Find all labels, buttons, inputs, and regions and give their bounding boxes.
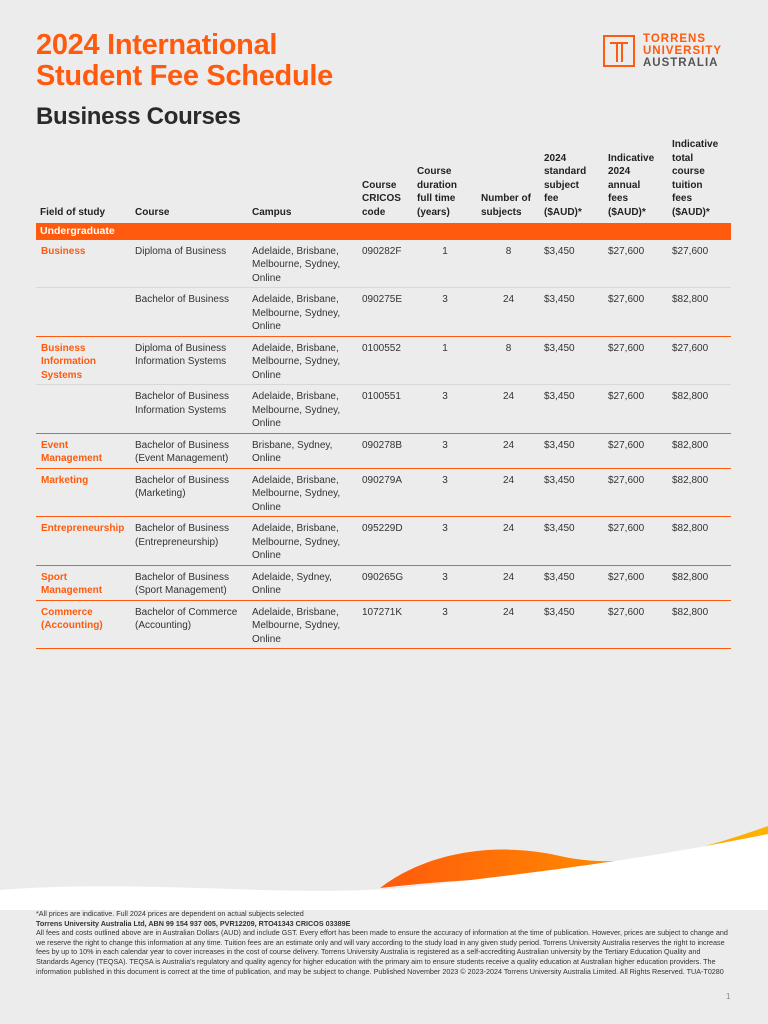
subjects-cell: 24: [477, 433, 540, 468]
subjects-cell: 24: [477, 517, 540, 566]
duration-cell: 3: [413, 468, 477, 517]
course-cell: [131, 288, 248, 337]
cell-line: Entrepreneurship: [41, 523, 125, 534]
cell-line: Sport: [41, 571, 68, 583]
field-of-study-cell: [36, 517, 131, 566]
cell-line: Melbourne, Sydney,: [252, 356, 341, 367]
header-course: Course: [135, 206, 170, 218]
header-line: Indicative: [672, 139, 719, 150]
logo-wordmark: [643, 33, 722, 69]
header-line: ($AUD)*: [672, 206, 710, 218]
course-cell: [131, 565, 248, 600]
campus-cell: [248, 565, 358, 600]
annual-fee-cell: $27,600: [604, 288, 668, 337]
page-title: [36, 30, 333, 92]
annual-fee-cell: $27,600: [604, 600, 668, 649]
cell-line: Adelaide, Brisbane,: [252, 606, 339, 618]
subjects-cell: 8: [505, 245, 512, 257]
subject-fee-cell: $3,450: [540, 288, 604, 337]
subject-fee-cell: $3,450: [540, 433, 604, 468]
header-line: standard: [544, 166, 587, 177]
header-subjects: [477, 138, 540, 223]
total-fee-cell: $82,800: [668, 517, 731, 566]
cell-line: Adelaide, Brisbane,: [252, 294, 339, 305]
total-fee-cell: $82,800: [668, 468, 731, 517]
header-line: subject: [544, 179, 580, 191]
header-line: fee: [544, 193, 559, 204]
course-cell: [131, 600, 248, 649]
logo-line: TORRENS: [643, 33, 707, 45]
annual-fee-cell: $27,600: [604, 517, 668, 566]
price-note: *All prices are indicative. Full 2024 prices are dependent on actual subjects selected: [36, 909, 304, 918]
annual-fee-cell: $27,600: [604, 336, 668, 385]
cell-line: Information Systems: [135, 404, 227, 416]
title-line: Student Fee Schedule: [36, 60, 333, 92]
cell-line: Event: [41, 439, 69, 451]
header-annual-fee: [604, 138, 668, 223]
cell-line: Adelaide, Brisbane,: [252, 523, 339, 534]
campus-cell: [248, 600, 358, 649]
cell-line: Online: [252, 369, 281, 381]
cell-line: Melbourne, Sydney,: [252, 620, 341, 631]
cell-line: Adelaide, Brisbane,: [252, 391, 339, 402]
title-line: 2024 International: [36, 29, 278, 61]
cell-line: Melbourne, Sydney,: [252, 404, 341, 416]
header-line: total: [672, 152, 694, 164]
campus-cell: [248, 468, 358, 517]
header-line: annual: [608, 179, 641, 191]
logo-line: AUSTRALIA: [643, 57, 719, 69]
cell-line: Online: [252, 418, 281, 429]
header-line: fees: [672, 193, 693, 204]
university-logo: [603, 33, 722, 69]
header-total-fee: [668, 138, 731, 223]
cell-line: Bachelor of Commerce: [135, 606, 238, 618]
fee-table: [36, 138, 731, 649]
cell-line: Management: [41, 585, 103, 596]
header-line: Course: [362, 179, 397, 191]
footer-notes: [36, 909, 731, 976]
header-line: full time: [417, 193, 456, 204]
header-cricos: [358, 138, 413, 223]
campus-cell: [248, 433, 358, 468]
field-of-study-cell: [36, 468, 131, 517]
cell-line: Business: [41, 245, 86, 257]
cell-line: (Event Management): [135, 453, 229, 464]
course-cell: [131, 385, 248, 434]
subject-fee-cell: $3,450: [540, 600, 604, 649]
cell-line: Bachelor of Business: [135, 391, 229, 402]
course-cell: [131, 517, 248, 566]
cell-line: Information: [41, 356, 96, 367]
total-fee-cell: $27,600: [668, 336, 731, 385]
cell-line: Adelaide, Brisbane,: [252, 245, 339, 257]
table-row: [36, 240, 731, 288]
table-row: [36, 517, 731, 566]
cell-line: Bachelor of Business: [135, 294, 229, 305]
subject-fee-cell: $3,450: [540, 385, 604, 434]
cricos-cell: 095229D: [358, 517, 413, 566]
subjects-cell: 24: [477, 288, 540, 337]
header-subject-fee: [540, 138, 604, 223]
cell-line: (Entrepreneurship): [135, 536, 219, 548]
header-line: code: [362, 206, 386, 218]
cell-line: Melbourne, Sydney,: [252, 536, 341, 548]
cell-line: Online: [252, 633, 281, 645]
cell-line: (Accounting): [41, 620, 103, 631]
field-of-study-cell: [36, 385, 131, 434]
table-row: [36, 433, 731, 468]
duration-cell: 1: [442, 245, 448, 257]
cell-line: (Accounting): [135, 620, 192, 631]
header-line: course: [672, 166, 705, 177]
total-fee-cell: $27,600: [672, 245, 709, 257]
header-line: subjects: [481, 206, 522, 218]
cell-line: Diploma of Business: [135, 342, 227, 354]
cell-line: Management: [41, 453, 103, 464]
cell-line: Adelaide, Sydney,: [252, 571, 332, 583]
subjects-cell: 24: [477, 600, 540, 649]
cell-line: Brisbane, Sydney,: [252, 439, 333, 451]
decorative-wave: [0, 820, 768, 910]
page-number: 1: [726, 992, 731, 1001]
cell-line: Systems: [41, 369, 83, 381]
cricos-cell: 090279A: [358, 468, 413, 517]
header-campus: Campus: [252, 206, 292, 218]
table-row: [36, 288, 731, 337]
cricos-cell: 090278B: [358, 433, 413, 468]
duration-cell: 3: [413, 565, 477, 600]
header-line: 2024: [608, 166, 631, 177]
total-fee-cell: $82,800: [668, 433, 731, 468]
cell-line: Online: [252, 501, 281, 513]
table-row: [36, 336, 731, 385]
campus-cell: [248, 517, 358, 566]
field-of-study-cell: [36, 288, 131, 337]
disclaimer: All fees and costs outlined above are in Australian Dollars (AUD) and include GST. Every effort has been made to ensure the accuracy of information at the time of publication. However, prices are subject to change and we reserve the right to change this information at any time. Tuition fees are an estimate only and will vary according to the study load in any given study period. Torrens University Australia reserves the right to increase fees by up to 10% in each calendar year to cover increases in the cost of course delivery. Torrens University Australia is registered as a self-accrediting Australian university by the Tertiary Education Quality and Standards Agency (TEQSA). TEQSA is Australia's regulatory and quality agency for higher education with the primary aim to ensure students receive a quality education at Australian higher education providers. The information published in this document is correct at the time of publication, and may be subject to change. Published November 2023 © 2023-2024 Torrens University Australia Limited. All Rights Reserved. TUA-T0280: [36, 928, 728, 976]
logo-mark-icon: [603, 35, 635, 67]
field-of-study-cell: [36, 433, 131, 468]
course-cell: [131, 468, 248, 517]
campus-cell: [248, 336, 358, 385]
cell-line: Online: [252, 453, 281, 464]
subjects-cell: 24: [477, 385, 540, 434]
cell-line: Melbourne, Sydney,: [252, 259, 341, 270]
subject-fee-cell: $3,450: [540, 565, 604, 600]
duration-cell: 3: [413, 433, 477, 468]
cricos-cell: 090282F: [362, 245, 402, 257]
duration-cell: 3: [413, 288, 477, 337]
duration-cell: 1: [413, 336, 477, 385]
cell-line: Marketing: [41, 474, 89, 486]
subject-fee-cell: $3,450: [540, 468, 604, 517]
header-line: fees: [608, 193, 629, 204]
logo-line: UNIVERSITY: [643, 45, 723, 57]
field-of-study-cell: [36, 240, 131, 288]
header-field: Field of study: [40, 206, 105, 218]
header-line: (years): [417, 206, 450, 218]
cell-line: Online: [252, 272, 281, 284]
cell-line: Bachelor of Business: [135, 571, 229, 583]
header-line: ($AUD)*: [544, 206, 582, 218]
subject-fee-cell: $3,450: [540, 517, 604, 566]
cell-line: Melbourne, Sydney,: [252, 307, 341, 319]
total-fee-cell: $82,800: [668, 385, 731, 434]
course-cell: [131, 336, 248, 385]
course-cell: [131, 433, 248, 468]
header-line: CRICOS: [362, 193, 401, 204]
cell-line: Diploma of Business: [135, 245, 227, 257]
header-line: 2024: [544, 152, 567, 164]
table-header-row: [36, 138, 731, 223]
field-of-study-cell: [36, 565, 131, 600]
duration-cell: 3: [413, 600, 477, 649]
header-line: Course: [417, 166, 452, 177]
field-of-study-cell: [36, 600, 131, 649]
header-line: tuition: [672, 179, 703, 191]
duration-cell: 3: [413, 517, 477, 566]
annual-fee-cell: $27,600: [604, 385, 668, 434]
campus-cell: [248, 385, 358, 434]
cell-line: Bachelor of Business: [135, 439, 229, 451]
campus-cell: [248, 288, 358, 337]
subjects-cell: 24: [477, 565, 540, 600]
annual-fee-cell: $27,600: [604, 468, 668, 517]
table-row: [36, 565, 731, 600]
campus-cell: [248, 240, 358, 288]
annual-fee-cell: $27,600: [604, 433, 668, 468]
cell-line: Adelaide, Brisbane,: [252, 342, 339, 354]
header-line: Number of: [481, 193, 531, 204]
cell-line: Business: [41, 342, 86, 354]
table-row: [36, 385, 731, 434]
cell-line: Bachelor of Business: [135, 523, 229, 534]
company-details: Torrens University Australia Ltd, ABN 99 154 937 005, PVR12209, RTO41343 CRICOS 03389E: [36, 918, 351, 928]
cricos-cell: 090275E: [358, 288, 413, 337]
subjects-cell: 24: [477, 468, 540, 517]
duration-cell: 3: [413, 385, 477, 434]
cricos-cell: 090265G: [358, 565, 413, 600]
header-line: duration: [417, 179, 457, 191]
subject-fee-cell: $3,450: [540, 336, 604, 385]
section-label: Undergraduate: [36, 223, 731, 240]
table-body: [36, 223, 731, 649]
table-end-rule: [36, 649, 731, 650]
cricos-cell: 107271K: [358, 600, 413, 649]
section-row: [36, 223, 731, 240]
cell-line: Online: [252, 550, 281, 561]
header-line: Indicative: [608, 152, 655, 164]
cell-line: (Marketing): [135, 488, 186, 499]
total-fee-cell: $82,800: [668, 600, 731, 649]
field-of-study-cell: [36, 336, 131, 385]
table-row: [36, 600, 731, 649]
cricos-cell: 0100551: [358, 385, 413, 434]
cell-line: Online: [252, 585, 281, 596]
cell-line: (Sport Management): [135, 585, 227, 596]
cell-line: Commerce: [41, 606, 93, 618]
table-row: [36, 468, 731, 517]
total-fee-cell: $82,800: [668, 288, 731, 337]
cricos-cell: 0100552: [358, 336, 413, 385]
header-line: ($AUD)*: [608, 206, 646, 218]
annual-fee-cell: $27,600: [604, 565, 668, 600]
course-cell: [131, 240, 248, 288]
cell-line: Information Systems: [135, 356, 227, 367]
total-fee-cell: $82,800: [668, 565, 731, 600]
cell-line: Online: [252, 321, 281, 332]
annual-fee-cell: $27,600: [608, 245, 645, 257]
subject-fee-cell: $3,450: [544, 245, 575, 257]
cell-line: Bachelor of Business: [135, 474, 229, 486]
cell-line: Adelaide, Brisbane,: [252, 474, 339, 486]
cell-line: Melbourne, Sydney,: [252, 488, 341, 499]
page-subtitle: Business Courses: [36, 103, 241, 130]
header-duration: [413, 138, 477, 223]
subjects-cell: 8: [477, 336, 540, 385]
